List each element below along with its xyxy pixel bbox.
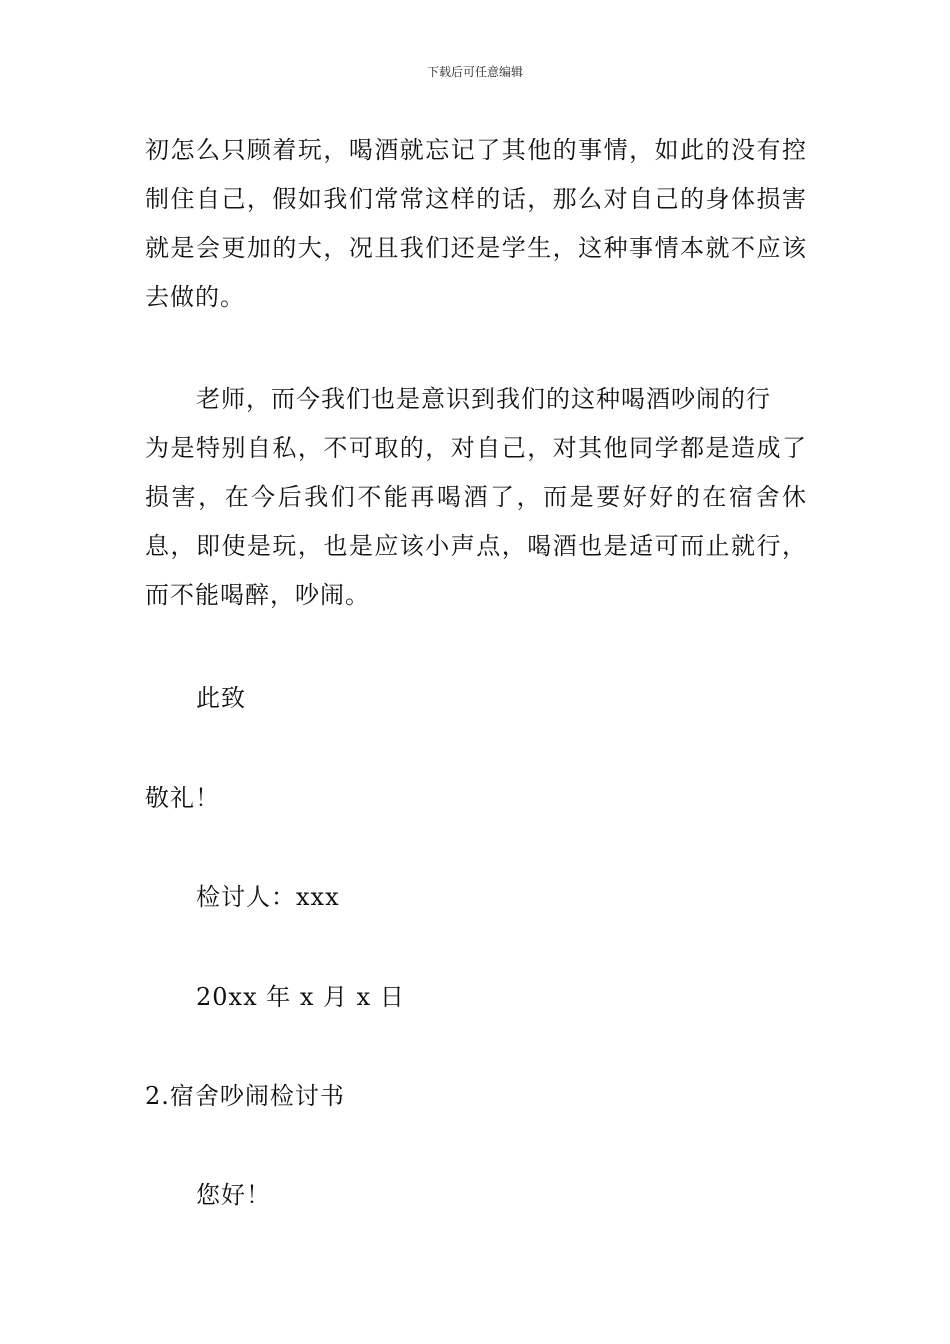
section-title: 2.宿舍吵闹检讨书	[145, 1082, 345, 1110]
page-header: 下载后可任意编辑	[426, 65, 523, 79]
date-line: 20xx 年 x 月 x 日	[196, 983, 405, 1011]
paragraph-2-body: 为是特别自私，不可取的，对自己，对其他同学都是造成了损害，在今后我们不能再喝酒了，而是要好好的在宿舍休息，即使是玩，也是应该小声点，喝酒也是适可而止就行，而不能喝醉，吵闹。	[145, 434, 807, 609]
paragraph-1: 初怎么只顾着玩，喝酒就忘记了其他的事情，如此的没有控制住自己，假如我们常常这样的话，那么对自己的身体损害就是会更加的大，况且我们还是学生，这种事情本就不应该去做的。	[145, 136, 807, 311]
signature-line: 检讨人：xxx	[196, 883, 340, 911]
salute-text: 敬礼！	[145, 784, 220, 812]
paragraph-2-first-line: 老师，而今我们也是意识到我们的这种喝酒吵闹的行	[196, 385, 771, 413]
closing-text: 此致	[196, 684, 246, 712]
greeting-text: 您好！	[196, 1181, 271, 1209]
